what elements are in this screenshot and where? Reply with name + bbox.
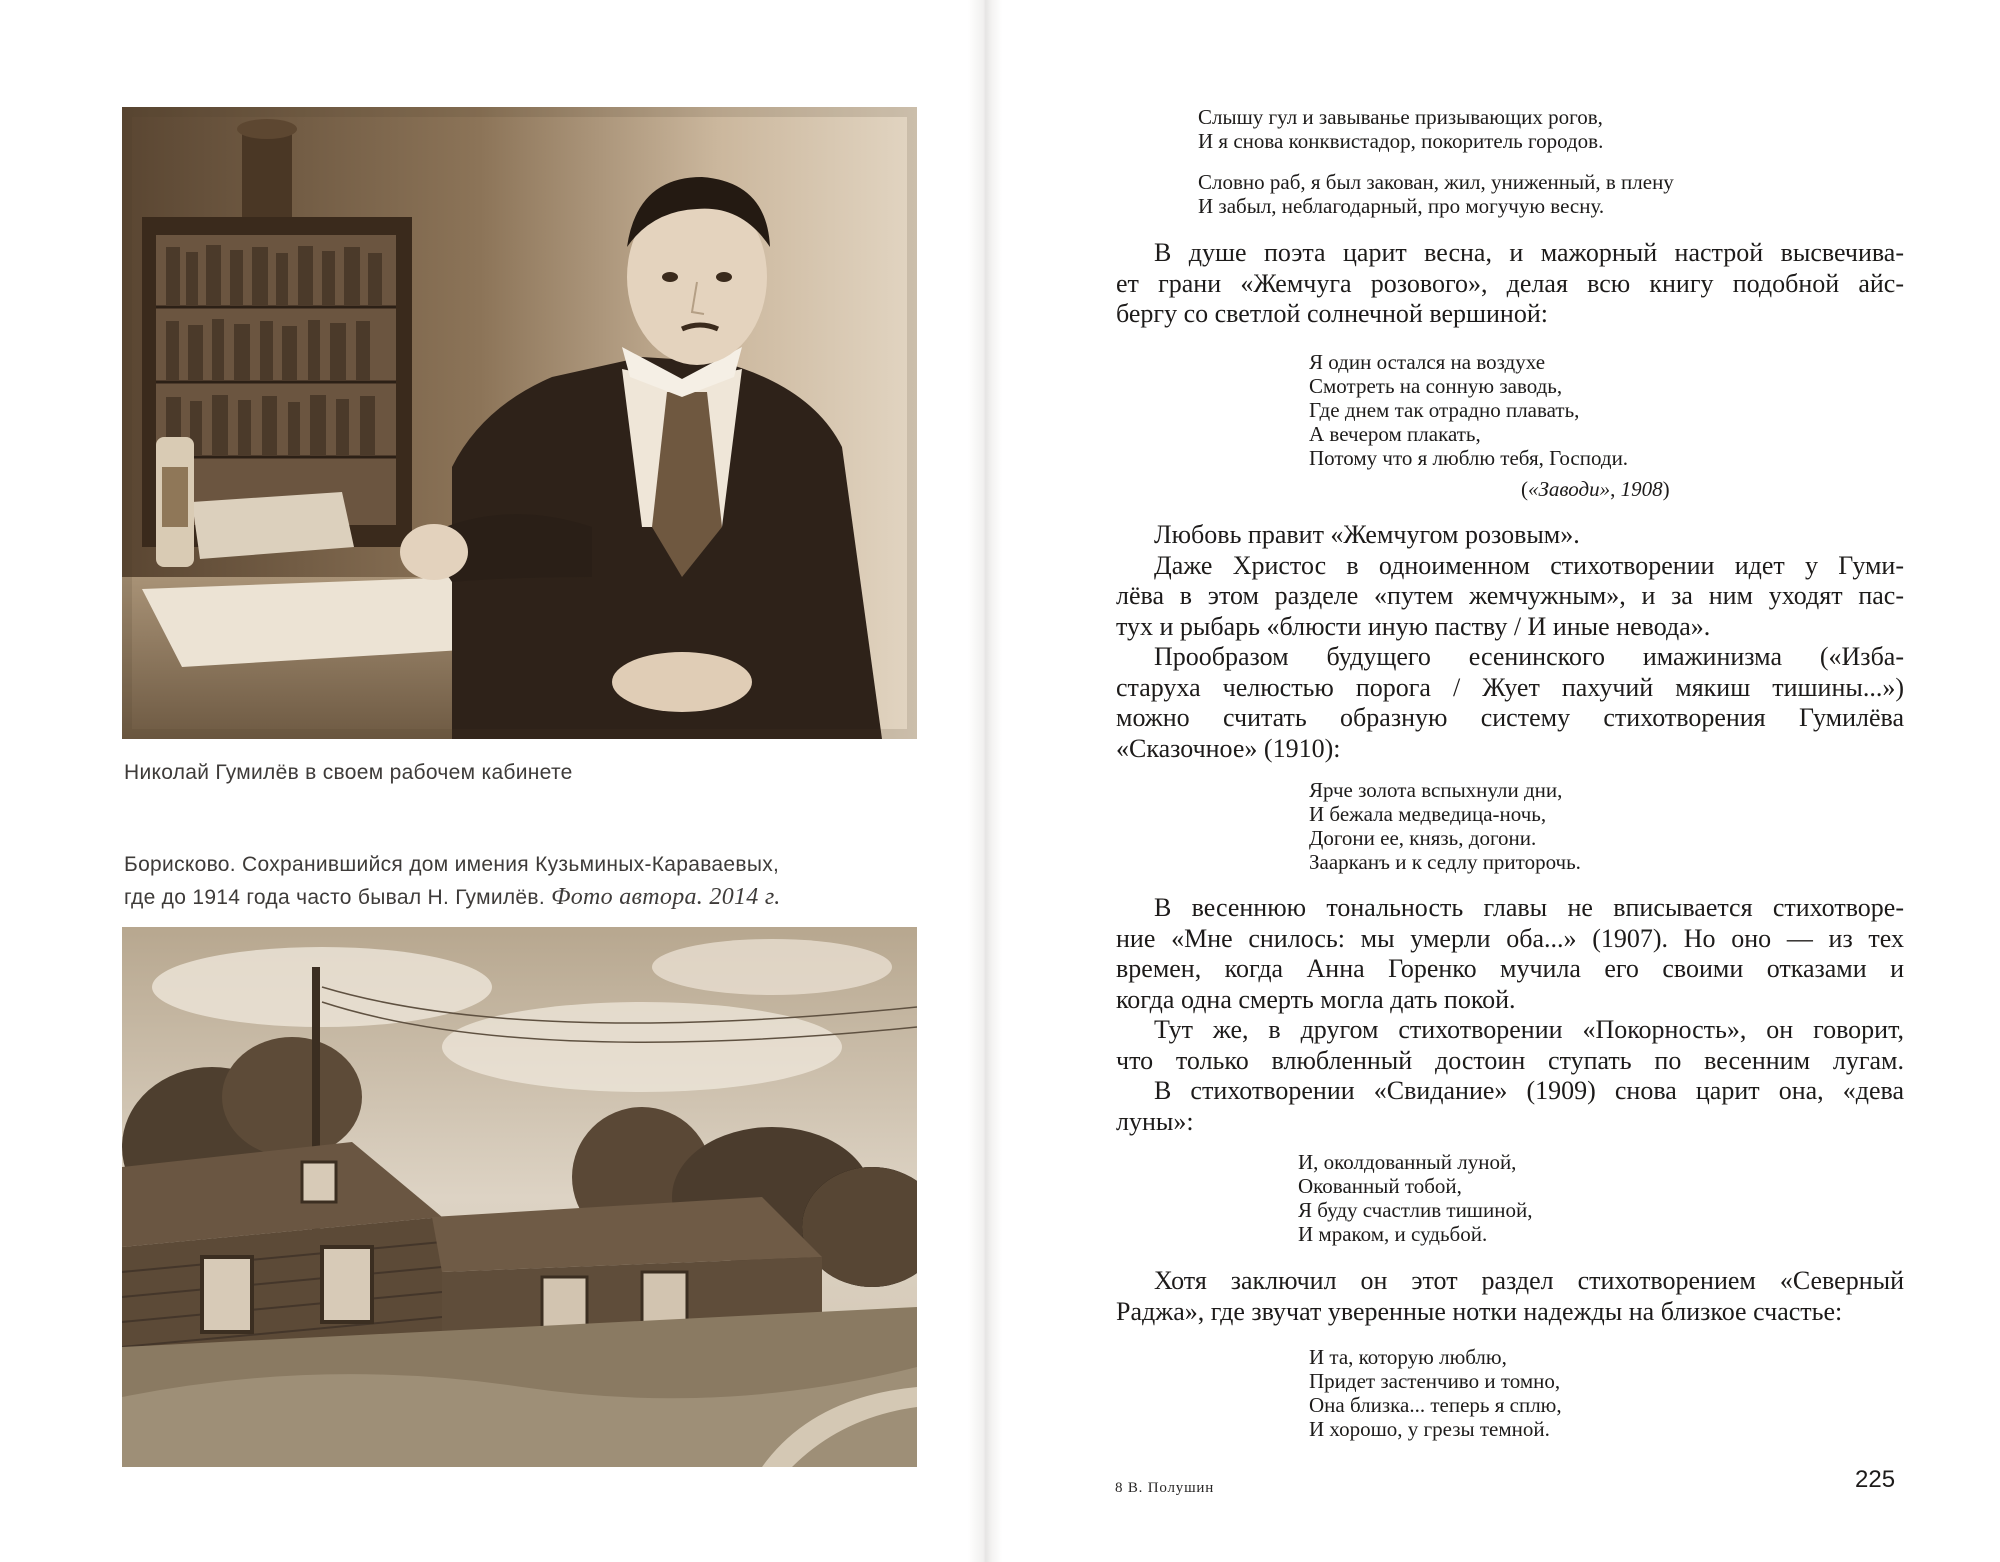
verse-line: Догони ее, князь, догони. (1309, 826, 1537, 850)
paragraph-line: луны»: (1116, 1106, 1194, 1136)
paragraph-line: ет грани «Жемчуга розового», делая всю книгу подобной айс- (1116, 268, 1904, 298)
verse-line: Заарканъ и к седлу приторочь. (1309, 850, 1581, 874)
verse-line: Я один остался на воздухе (1309, 350, 1546, 374)
caption-house-line2-plain: где до 1914 года часто бывал Н. Гумилёв. (124, 886, 552, 909)
paragraph-line: Даже Христос в одноименном стихотворении идет у Гуми- (1154, 550, 1904, 580)
paragraph-line: времен, когда Анна Горенко мучила его своими отказами и (1116, 954, 1904, 983)
page-number: 225 (1855, 1466, 1896, 1493)
paragraph-3 (1116, 893, 1904, 1137)
paragraph-line: В душе поэта царит весна, и мажорный настрой высвечива- (1154, 238, 1904, 267)
verse-4 (1309, 778, 1581, 874)
verse-line: Придет застенчиво и томно, (1309, 1369, 1561, 1393)
paragraph-line: тух и рыбарь «блюсти иную паству / И иные невода». (1116, 611, 1711, 641)
paragraph-1 (1116, 238, 1904, 330)
paragraph-line: В весеннюю тональность главы не вписывается стихотворе- (1154, 893, 1904, 922)
house-photo (122, 927, 917, 1467)
caption-house-line1: Борисково. Сохранившийся дом имения Кузьминых-Караваевых, (124, 853, 780, 876)
verse-5 (1298, 1150, 1532, 1246)
caption-house-credit: Фото автора. 2014 г. (551, 884, 781, 910)
caption-portrait: Николай Гумилёв в своем рабочем кабинете (124, 761, 573, 784)
verse-line: И хорошо, у грезы темной. (1309, 1417, 1550, 1441)
verse-line: И мраком, и судьбой. (1298, 1222, 1488, 1246)
verse-line: И та, которую люблю, (1309, 1345, 1507, 1369)
paragraph-line: «Сказочное» (1910): (1116, 733, 1341, 763)
verse-line: И бежала медведица-ночь, (1309, 802, 1547, 826)
portrait-photo (122, 107, 917, 739)
paragraph-line: Любовь правит «Жемчугом розовым». (1154, 520, 1580, 549)
caption-house-line2 (124, 881, 924, 914)
verse-line: И, околдованный луной, (1298, 1150, 1517, 1174)
verse-3-attribution: («Заводи», 1908) (1521, 477, 1670, 501)
verse-line: И я снова конквистадор, покоритель городов. (1198, 129, 1604, 153)
paragraph-line: старуха челюстью порога / Жует пахучий мякиш тишины...») (1116, 672, 1904, 702)
paragraph-4 (1116, 1266, 1904, 1327)
verse-line: Окованный тобой, (1298, 1174, 1462, 1198)
paragraph-line: Прообразом будущего есенинского имажинизма («Изба- (1154, 642, 1904, 671)
paragraph-line: когда одна смерть могла дать покой. (1116, 984, 1516, 1014)
verse-line: Потому что я люблю тебя, Господи. (1309, 446, 1629, 470)
paragraph-line: что только влюбленный достоин ступать по весенним лугам. (1116, 1045, 1904, 1075)
footer-signature: 8 В. Полушин (1115, 1480, 1215, 1496)
verse-line: И забыл, неблагодарный, про могучую весну. (1198, 194, 1605, 218)
paragraph-2 (1116, 520, 1904, 764)
paragraph-line: В стихотворении «Свидание» (1909) снова царит она, «дева (1154, 1076, 1904, 1105)
paragraph-line: Раджа», где звучат уверенные нотки надежды на близкое счастье: (1116, 1296, 1843, 1326)
verse-line: Она близка... теперь я сплю, (1309, 1393, 1562, 1417)
paragraph-line: ние «Мне снилось: мы умерли оба...» (1907). Но оно — из тех (1116, 923, 1904, 953)
paragraph-line: бергу со светлой солнечной вершиной: (1116, 299, 1548, 328)
paragraph-line: можно считать образную систему стихотворения Гумилёва (1116, 703, 1904, 732)
verse-line: Я буду счастлив тишиной, (1298, 1198, 1533, 1222)
paragraph-line: Тут же, в другом стихотворении «Покорность», он говорит, (1154, 1015, 1904, 1044)
verse-line: Слышу гул и завыванье призывающих рогов, (1198, 105, 1603, 129)
verse-line: Смотреть на сонную заводь, (1309, 374, 1563, 398)
paragraph-line: лёва в этом разделе «путем жемчужным», и за ним уходят пас- (1116, 581, 1904, 610)
verse-line: А вечером плакать, (1309, 422, 1481, 446)
verse-6 (1309, 1345, 1562, 1441)
verse-line: Где днем так отрадно плавать, (1309, 398, 1580, 422)
verse-line: Словно раб, я был закован, жил, униженный, в плену (1198, 170, 1674, 194)
verse-2 (1198, 170, 1674, 218)
verse-3 (1309, 350, 1628, 470)
verse-1 (1198, 105, 1603, 153)
book-gutter (968, 0, 1002, 1562)
verse-line: Ярче золота вспыхнули дни, (1309, 778, 1563, 802)
paragraph-line: Хотя заключил он этот раздел стихотворением «Северный (1154, 1266, 1904, 1295)
caption-house (124, 848, 924, 914)
